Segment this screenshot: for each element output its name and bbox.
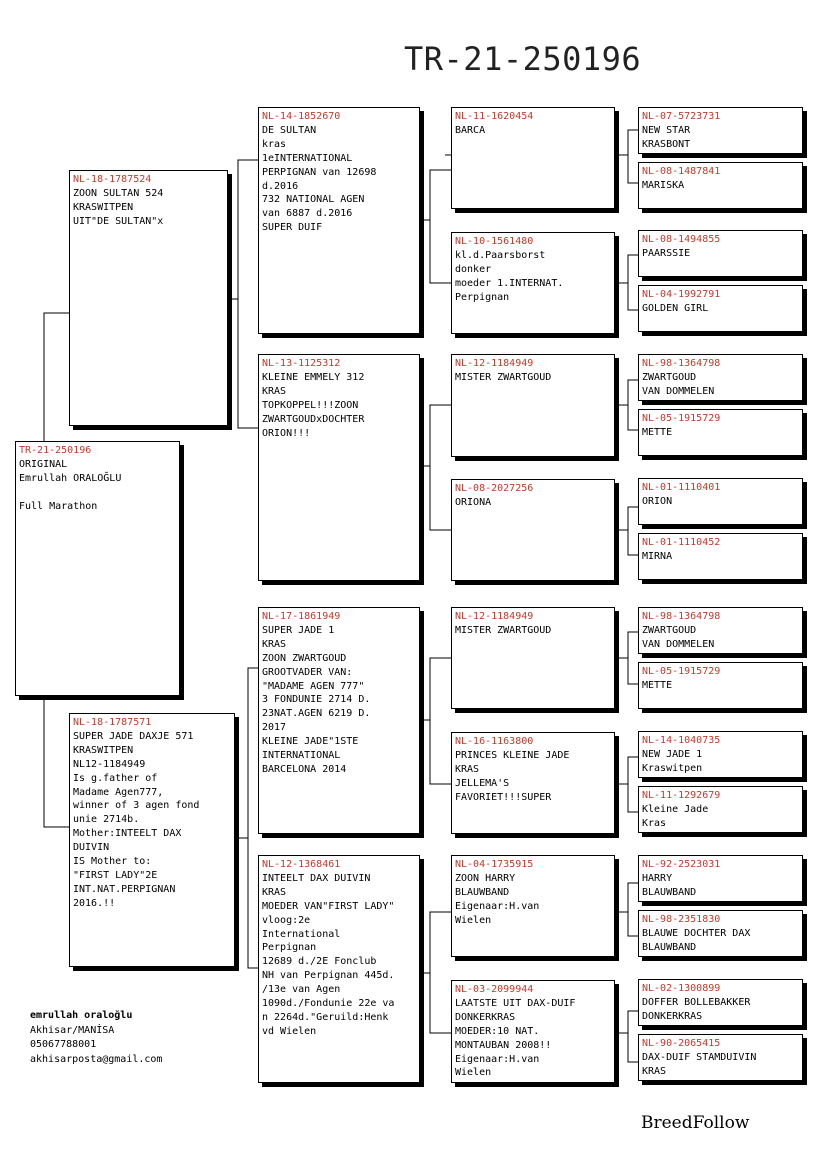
info-line: 3 FONDUNIE 2714 D. (262, 694, 371, 706)
info-line: ZOON SULTAN 524 (73, 187, 164, 199)
info-line: KLEINE JADE"1STE (262, 736, 359, 748)
info-line: ZOON HARRY (455, 872, 516, 884)
great-grandparent-card-7[interactable] (451, 855, 615, 957)
info-line: BLAUWBAND (642, 886, 697, 898)
info-line: PRINCES KLEINE JADE (455, 749, 570, 761)
brand-logo-text: BreedFollow (641, 1113, 750, 1133)
ring-number: NL-12-1184949 (455, 611, 534, 622)
info-line: 732 NATIONAL AGEN (262, 194, 365, 206)
info-line: INTEELT DAX DUIVIN (262, 872, 371, 884)
info-line: ZWARTGOUD (642, 371, 697, 383)
info-line: 12689 d./2E Fonclub (262, 956, 377, 968)
info-line: NH van Perpignan 445d. (262, 970, 395, 982)
ring-number: NL-90-2065415 (642, 1038, 721, 1049)
ring-number: NL-18-1787524 (73, 174, 152, 185)
info-line: KRAS (262, 385, 287, 397)
gen4-card-14[interactable] (638, 910, 803, 957)
info-line: "FIRST LADY"2E (73, 869, 158, 881)
info-line: International (262, 928, 341, 940)
gen4-card-12[interactable] (638, 786, 803, 833)
ring-number: NL-10-1561480 (455, 236, 534, 247)
info-line: DONKERKRAS (455, 1011, 516, 1023)
info-line: ZOON ZWARTGOUD (262, 652, 347, 664)
info-line: NEW JADE 1 (642, 748, 703, 760)
info-line: METTE (642, 426, 673, 438)
gen4-card-10[interactable] (638, 662, 803, 709)
ring-number: NL-18-1787571 (73, 717, 152, 728)
ring-number: NL-98-1364798 (642, 611, 721, 622)
info-line: ORION!!! (262, 427, 311, 439)
info-line: Mother:INTEELT DAX (73, 828, 182, 840)
info-line: MIRNA (642, 550, 673, 562)
info-line: NL12-1184949 (73, 758, 146, 770)
great-grandparent-card-6[interactable] (451, 732, 615, 834)
ring-number: NL-11-1292679 (642, 790, 721, 801)
info-line: UIT"DE SULTAN"x (73, 215, 164, 227)
gen4-card-8[interactable] (638, 533, 803, 580)
info-line: Kraswitpen (642, 762, 703, 774)
gen4-card-2[interactable] (638, 162, 803, 209)
info-line: DAX-DUIF STAMDUIVIN (642, 1051, 757, 1063)
info-line: DONKERKRAS (642, 1010, 703, 1022)
info-line: NEW STAR (642, 124, 691, 136)
info-line: KRASBONT (642, 138, 691, 150)
info-line: n 2264d."Geruild:Henk (262, 1011, 389, 1023)
ring-number: NL-12-1368461 (262, 859, 341, 870)
info-line: MISTER ZWARTGOUD (455, 371, 552, 383)
info-line: KLEINE EMMELY 312 (262, 371, 365, 383)
ring-number: NL-14-1852670 (262, 111, 341, 122)
ring-number: NL-11-1620454 (455, 111, 534, 122)
info-line: SUPER JADE DAXJE 571 (73, 730, 194, 742)
info-line: KRAS (262, 886, 287, 898)
info-line: Is g.father of (73, 772, 158, 784)
info-line: BLAUWBAND (455, 886, 510, 898)
info-line: Eigenaar:H.van (455, 1053, 540, 1065)
ring-number: NL-14-1040735 (642, 735, 721, 746)
info-line: MARISKA (642, 179, 685, 191)
grandparent-card-4[interactable] (258, 855, 420, 1083)
info-line: BARCELONA 2014 (262, 763, 347, 775)
info-line: ZWARTGOUDxDOCHTER (262, 413, 365, 425)
dam-card[interactable] (69, 713, 235, 967)
grandparent-card-3[interactable] (258, 607, 420, 834)
info-line: MOEDER VAN"FIRST LADY" (262, 900, 395, 912)
info-line: KRAS (262, 638, 287, 650)
blank-line (19, 486, 176, 500)
great-grandparent-card-8[interactable] (451, 980, 615, 1083)
gen4-card-13[interactable] (638, 855, 803, 902)
ring-number: NL-08-1494855 (642, 234, 721, 245)
gen4-card-11[interactable] (638, 731, 803, 778)
info-line: SUPER JADE 1 (262, 624, 335, 636)
ring-number: NL-13-1125312 (262, 358, 341, 369)
info-line: FAVORIET!!!SUPER (455, 791, 552, 803)
info-line: Wielen (455, 1067, 492, 1079)
info-line: ORIONA (455, 496, 492, 508)
info-line: VAN DOMMELEN (642, 638, 715, 650)
info-line: BARCA (455, 124, 486, 136)
great-grandparent-card-1[interactable] (451, 107, 615, 209)
info-line: IS Mother to: (73, 856, 152, 868)
ring-number: NL-98-1364798 (642, 358, 721, 369)
info-line: HARRY (642, 872, 673, 884)
info-line: 1090d./Fondunie 22e va (262, 998, 395, 1010)
subject-pigeon-card[interactable] (15, 441, 180, 696)
info-line: unie 2714b. (73, 814, 140, 826)
info-line: MOEDER:10 NAT. (455, 1025, 540, 1037)
gen4-card-1[interactable] (638, 107, 803, 154)
info-line: 2017 (262, 722, 287, 734)
great-grandparent-card-2[interactable] (451, 232, 615, 334)
info-line: DUIVIN (73, 842, 110, 854)
gen4-card-5[interactable] (638, 354, 803, 401)
info-line: MISTER ZWARTGOUD (455, 624, 552, 636)
ring-number: NL-07-5723731 (642, 111, 721, 122)
gen4-card-16[interactable] (638, 1034, 803, 1081)
info-line: DOFFER BOLLEBAKKER (642, 996, 751, 1008)
info-line: d.2016 (262, 180, 299, 192)
info-line: INT.NAT.PERPIGNAN (73, 883, 176, 895)
info-line: winner of 3 agen fond (73, 800, 200, 812)
info-line: METTE (642, 679, 673, 691)
info-line: Madame Agen777, (73, 786, 164, 798)
info-line: KRAS (642, 1065, 667, 1077)
great-grandparent-card-5[interactable] (451, 607, 615, 709)
info-line: ZWARTGOUD (642, 624, 697, 636)
info-line: Emrullah ORALOĞLU (19, 472, 122, 484)
ring-number: NL-16-1163800 (455, 736, 534, 747)
info-line: moeder 1.INTERNAT. (455, 277, 564, 289)
info-line: PERPIGNAN van 12698 (262, 166, 377, 178)
info-line: ORIGINAL (19, 458, 68, 470)
info-line: 2016.!! (73, 897, 116, 909)
info-line: VAN DOMMELEN (642, 385, 715, 397)
ring-number: NL-05-1915729 (642, 666, 721, 677)
info-line: INTERNATIONAL (262, 750, 341, 762)
gen4-card-3[interactable] (638, 230, 803, 277)
info-line: Perpignan (455, 291, 510, 303)
ring-number: NL-08-1487841 (642, 166, 721, 177)
info-line: BLAUWBAND (642, 941, 697, 953)
info-line: Full Marathon (19, 500, 98, 512)
info-line: kras (262, 138, 287, 150)
owner-name: emrullah oraloğlu (30, 1010, 133, 1021)
ring-number: NL-17-1861949 (262, 611, 341, 622)
info-line: "MADAME AGEN 777" (262, 680, 365, 692)
pedigree-title: TR-21-250196 (404, 40, 642, 78)
ring-number: NL-04-1735915 (455, 859, 534, 870)
info-line: kl.d.Paarsborst (455, 249, 546, 261)
info-line: Kleine Jade (642, 803, 709, 815)
info-line: van 6887 d.2016 (262, 208, 353, 220)
info-line: vloog:2e (262, 914, 311, 926)
ring-number: NL-08-2027256 (455, 483, 534, 494)
ring-number: NL-05-1915729 (642, 413, 721, 424)
sire-card[interactable] (69, 170, 228, 426)
info-line: KRAS (455, 763, 480, 775)
gen4-card-7[interactable] (638, 478, 803, 525)
owner-email: akhisarposta@gmail.com (30, 1053, 163, 1065)
ring-number: NL-02-1300899 (642, 983, 721, 994)
info-line: Wielen (455, 914, 492, 926)
owner-info (30, 1009, 162, 1067)
great-grandparent-card-3[interactable] (451, 354, 615, 457)
grandparent-card-1[interactable] (258, 107, 420, 334)
info-line: /13e van Agen (262, 984, 341, 996)
info-line: Eigenaar:H.van (455, 900, 540, 912)
info-line: ORION (642, 495, 673, 507)
owner-city: Akhisar/MANİSA (30, 1024, 115, 1036)
gen4-card-9[interactable] (638, 607, 803, 654)
ring-number: NL-92-2523031 (642, 859, 721, 870)
info-line: TOPKOPPEL!!!ZOON (262, 399, 359, 411)
ring-number: NL-04-1992791 (642, 289, 721, 300)
info-line: LAATSTE UIT DAX-DUIF (455, 997, 576, 1009)
owner-phone: 05067788001 (30, 1039, 97, 1050)
info-line: JELLEMA'S (455, 777, 510, 789)
info-line: BLAUWE DOCHTER DAX (642, 927, 751, 939)
ring-number: NL-12-1184949 (455, 358, 534, 369)
info-line: 23NAT.AGEN 6219 D. (262, 708, 371, 720)
ring-number: NL-03-2099944 (455, 984, 534, 995)
ring-number: TR-21-250196 (19, 445, 92, 456)
info-line: KRASWITPEN (73, 201, 134, 213)
gen4-card-6[interactable] (638, 409, 803, 456)
info-line: vd Wielen (262, 1025, 317, 1037)
gen4-card-4[interactable] (638, 285, 803, 332)
info-line: MONTAUBAN 2008!! (455, 1039, 552, 1051)
ring-number: NL-01-1110452 (642, 537, 721, 548)
info-line: KRASWITPEN (73, 744, 134, 756)
ring-number: NL-98-2351830 (642, 914, 721, 925)
info-line: SUPER DUIF (262, 222, 323, 234)
info-line: Kras (642, 817, 667, 829)
grandparent-card-2[interactable] (258, 354, 420, 581)
gen4-card-15[interactable] (638, 979, 803, 1026)
info-line: GOLDEN GIRL (642, 302, 709, 314)
info-line: PAARSSIE (642, 247, 691, 259)
great-grandparent-card-4[interactable] (451, 479, 615, 581)
ring-number: NL-01-1110401 (642, 482, 721, 493)
info-line: DE SULTAN (262, 124, 317, 136)
info-line: Perpignan (262, 942, 317, 954)
info-line: GROOTVADER VAN: (262, 666, 353, 678)
info-line: 1eINTERNATIONAL (262, 152, 353, 164)
info-line: donker (455, 263, 492, 275)
